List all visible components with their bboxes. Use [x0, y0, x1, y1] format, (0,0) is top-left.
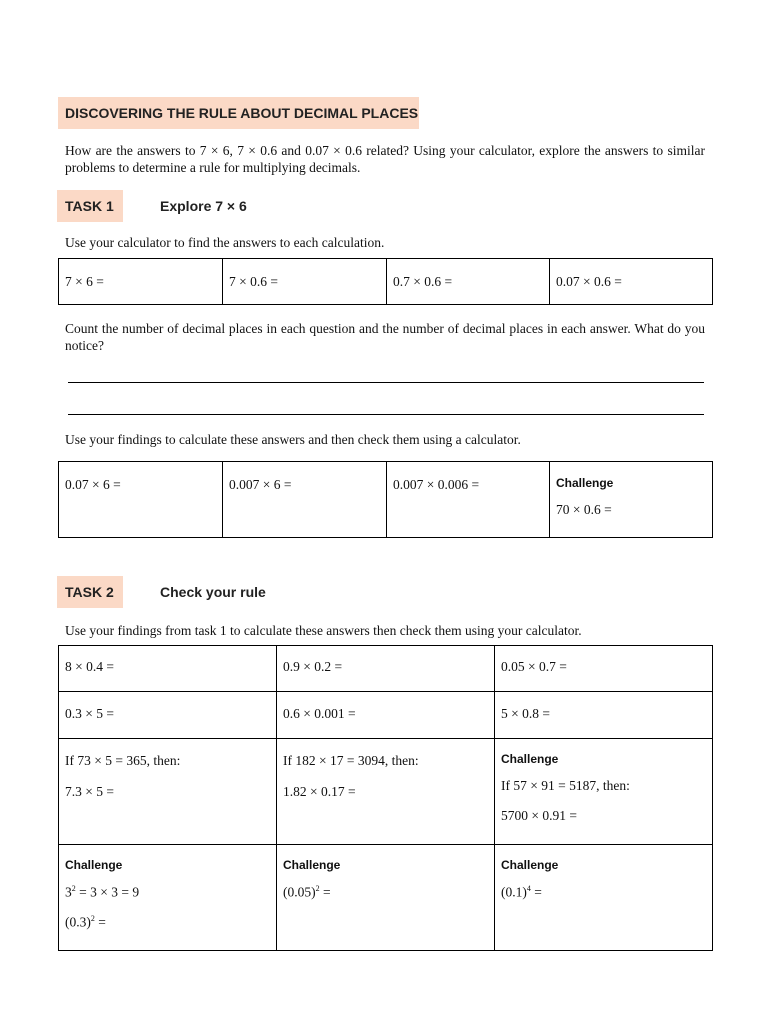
task2-instruction: Use your findings from task 1 to calculate these answers then check them using your calculator.: [65, 623, 582, 638]
task2-badge: TASK 2: [57, 576, 123, 608]
table-cell: Challenge If 57 × 91 = 5187, then: 5700 × 0.91 =: [495, 739, 713, 845]
challenge-label: Challenge: [501, 752, 559, 766]
task2-table: [58, 645, 713, 951]
table-cell: 0.9 × 0.2 =: [277, 646, 495, 692]
challenge-label: Challenge: [283, 858, 341, 872]
table-cell: 0.07 × 6 =: [59, 462, 223, 538]
challenge-label: Challenge: [65, 858, 123, 872]
task2-title: Check your rule: [160, 584, 266, 600]
table-cell: Challenge $3^2 = 3 \times 3 = 9$ $(0.3)^2$ =: [59, 845, 277, 951]
table-cell: Challenge $(0.05)^2$ =: [277, 845, 495, 951]
table-cell: 5 × 0.8 =: [495, 692, 713, 739]
task1-instruction2: Use your findings to calculate these answers and then check them using a calculator.: [65, 432, 521, 447]
task1-badge: TASK 1: [57, 190, 123, 222]
table-cell: Challenge 70 × 0.6 =: [550, 462, 713, 538]
challenge-label: Challenge: [501, 858, 559, 872]
table-cell: 0.007 × 6 =: [223, 462, 387, 538]
table-cell: If 73 × 5 = 365, then: 7.3 × 5 =: [59, 739, 277, 845]
answer-line: [68, 382, 704, 383]
task1-table-2: [58, 461, 713, 538]
task1-question: Count the number of decimal places in each question and the number of decimal places in each answer. What do you notice?: [65, 321, 705, 353]
table-cell: Challenge $(0.1)^4$ =: [495, 845, 713, 951]
table-cell: 8 × 0.4 =: [59, 646, 277, 692]
challenge-label: Challenge: [556, 476, 614, 490]
table-cell: 0.7 × 0.6 =: [387, 259, 550, 305]
table-cell: If 182 × 17 = 3094, then: 1.82 × 0.17 =: [277, 739, 495, 845]
table-cell: 0.6 × 0.001 =: [277, 692, 495, 739]
table-cell: 7 × 6 =: [59, 259, 223, 305]
worksheet-title: DISCOVERING THE RULE ABOUT DECIMAL PLACES: [58, 97, 419, 129]
task1-title: Explore 7 × 6: [160, 198, 247, 214]
table-cell: 0.007 × 0.006 =: [387, 462, 550, 538]
task1-table-1: [58, 258, 713, 305]
answer-line: [68, 414, 704, 415]
table-cell: 0.3 × 5 =: [59, 692, 277, 739]
intro-paragraph: How are the answers to 7 × 6, 7 × 0.6 and 0.07 × 0.6 related? Using your calculator, explore the answers to similar problems to determine a rule for multiplying decimals.: [65, 143, 705, 175]
task1-instruction: Use your calculator to find the answers to each calculation.: [65, 235, 385, 250]
table-cell: 0.05 × 0.7 =: [495, 646, 713, 692]
table-cell: 0.07 × 0.6 =: [550, 259, 713, 305]
table-cell: 7 × 0.6 =: [223, 259, 387, 305]
